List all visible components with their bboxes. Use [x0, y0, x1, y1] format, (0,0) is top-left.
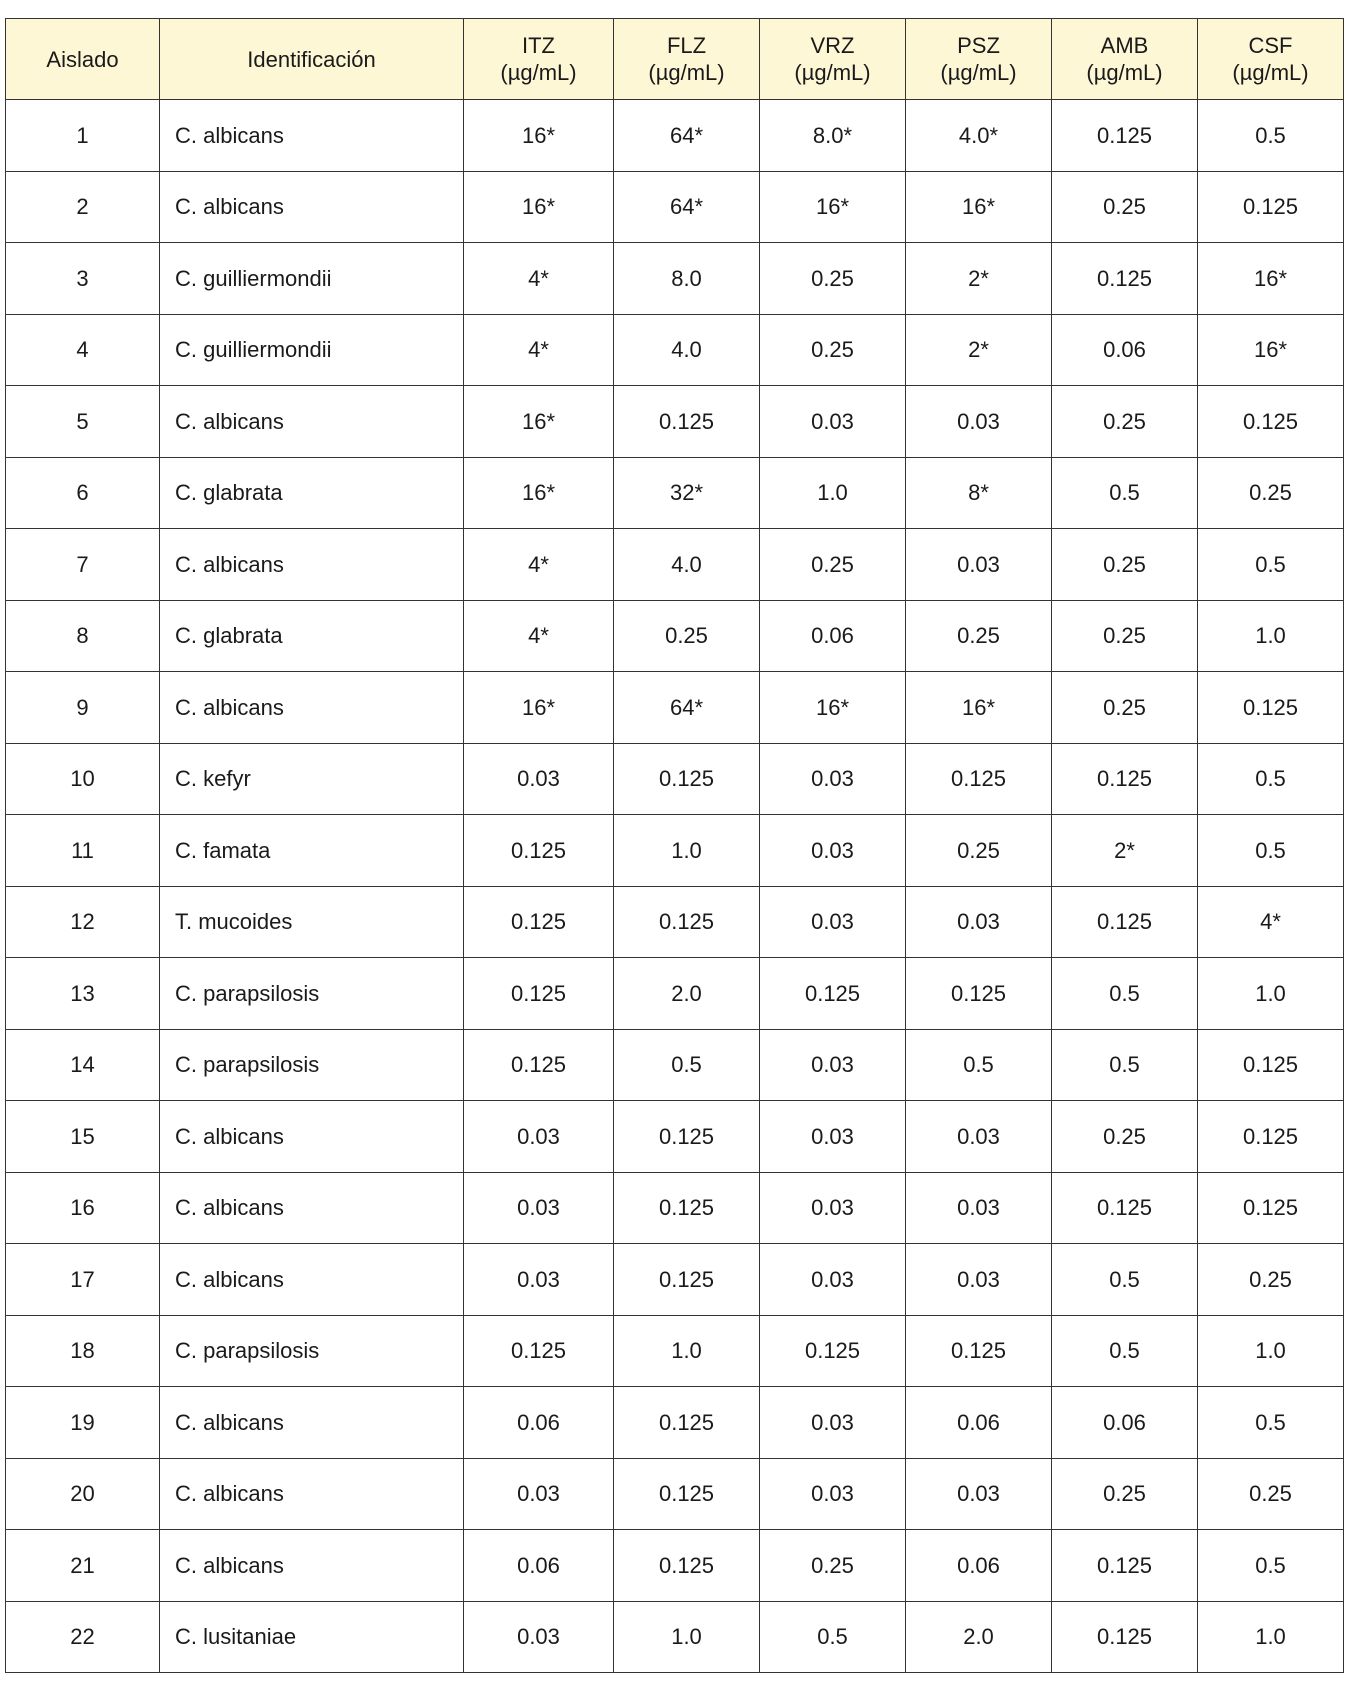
mic-value-cell: 0.03: [464, 1601, 614, 1673]
mic-value-cell: 16*: [906, 672, 1052, 744]
mic-value-cell: 0.5: [1198, 1387, 1344, 1459]
isolate-number-cell: 8: [6, 600, 160, 672]
table-row: [6, 815, 1344, 887]
mic-value-cell: 0.25: [760, 1530, 906, 1602]
column-header: [464, 19, 614, 100]
mic-value-cell: 0.25: [1052, 1458, 1198, 1530]
isolate-number-cell: 21: [6, 1530, 160, 1602]
mic-value-cell: 0.125: [614, 1101, 760, 1173]
mic-value-cell: 0.5: [1198, 100, 1344, 172]
isolate-number-cell: 11: [6, 815, 160, 887]
isolate-number-cell: 20: [6, 1458, 160, 1530]
mic-value-cell: 0.125: [1052, 886, 1198, 958]
mic-value-cell: 0.25: [1052, 171, 1198, 243]
mic-value-cell: 16*: [464, 457, 614, 529]
mic-value-cell: 0.125: [906, 958, 1052, 1030]
isolate-number-cell: 14: [6, 1029, 160, 1101]
mic-value-cell: 4*: [464, 529, 614, 601]
mic-value-cell: 0.125: [614, 1387, 760, 1459]
mic-value-cell: 1.0: [760, 457, 906, 529]
mic-value-cell: 0.5: [1198, 815, 1344, 887]
mic-value-cell: 1.0: [1198, 1601, 1344, 1673]
mic-value-cell: 1.0: [1198, 958, 1344, 1030]
identification-cell: T. mucoides: [160, 886, 464, 958]
table-row: [6, 100, 1344, 172]
mic-value-cell: 1.0: [614, 1601, 760, 1673]
table-row: [6, 457, 1344, 529]
mic-value-cell: 0.125: [614, 886, 760, 958]
mic-value-cell: 1.0: [614, 815, 760, 887]
mic-value-cell: 0.25: [906, 815, 1052, 887]
column-header-label: Identificación: [247, 46, 376, 72]
identification-cell: C. kefyr: [160, 743, 464, 815]
mic-value-cell: 0.125: [1198, 1029, 1344, 1101]
identification-cell: C. albicans: [160, 1244, 464, 1316]
column-header: [760, 19, 906, 100]
mic-value-cell: 0.125: [1198, 1101, 1344, 1173]
isolate-number-cell: 6: [6, 457, 160, 529]
identification-cell: C. guilliermondii: [160, 243, 464, 315]
table-row: [6, 1530, 1344, 1602]
mic-value-cell: 16*: [906, 171, 1052, 243]
isolate-number-cell: 7: [6, 529, 160, 601]
isolate-number-cell: 9: [6, 672, 160, 744]
column-header: [614, 19, 760, 100]
isolate-number-cell: 13: [6, 958, 160, 1030]
table-row: [6, 529, 1344, 601]
identification-cell: C. lusitaniae: [160, 1601, 464, 1673]
column-header: [1198, 19, 1344, 100]
mic-value-cell: 0.5: [906, 1029, 1052, 1101]
table-row: [6, 958, 1344, 1030]
susceptibility-table-container: [5, 18, 1344, 1673]
mic-value-cell: 2.0: [614, 958, 760, 1030]
mic-value-cell: 0.03: [906, 1244, 1052, 1316]
table-row: [6, 600, 1344, 672]
identification-cell: C. albicans: [160, 1172, 464, 1244]
column-header-label: AMB: [1100, 33, 1149, 58]
mic-value-cell: 2*: [906, 314, 1052, 386]
mic-value-cell: 2*: [906, 243, 1052, 315]
mic-value-cell: 16*: [1198, 243, 1344, 315]
mic-value-cell: 0.5: [1198, 1530, 1344, 1602]
column-header-label: FLZ: [666, 33, 707, 58]
mic-value-cell: 0.125: [760, 958, 906, 1030]
mic-value-cell: 4*: [464, 314, 614, 386]
mic-value-cell: 0.5: [1052, 1315, 1198, 1387]
mic-value-cell: 0.03: [760, 815, 906, 887]
table-header-row: [6, 19, 1344, 100]
mic-value-cell: 0.25: [1198, 1458, 1344, 1530]
mic-value-cell: 4*: [1198, 886, 1344, 958]
column-header-unit: (µg/mL): [500, 60, 577, 85]
table-row: [6, 1601, 1344, 1673]
mic-value-cell: 4.0: [614, 529, 760, 601]
mic-value-cell: 0.06: [760, 600, 906, 672]
isolate-number-cell: 5: [6, 386, 160, 458]
column-header-unit: (µg/mL): [940, 60, 1017, 85]
mic-value-cell: 0.125: [1052, 1601, 1198, 1673]
mic-value-cell: 0.125: [464, 886, 614, 958]
mic-value-cell: 64*: [614, 672, 760, 744]
identification-cell: C. albicans: [160, 529, 464, 601]
mic-value-cell: 0.125: [1052, 243, 1198, 315]
table-row: [6, 743, 1344, 815]
identification-cell: C. glabrata: [160, 600, 464, 672]
mic-value-cell: 0.06: [906, 1387, 1052, 1459]
mic-value-cell: 0.5: [760, 1601, 906, 1673]
table-row: [6, 672, 1344, 744]
column-header-label: PSZ: [957, 33, 1000, 58]
mic-value-cell: 4*: [464, 600, 614, 672]
mic-value-cell: 0.5: [1052, 457, 1198, 529]
mic-value-cell: 0.03: [760, 743, 906, 815]
mic-value-cell: 0.03: [906, 529, 1052, 601]
mic-value-cell: 0.125: [1198, 171, 1344, 243]
column-header: [160, 19, 464, 100]
isolate-number-cell: 16: [6, 1172, 160, 1244]
mic-value-cell: 64*: [614, 171, 760, 243]
mic-value-cell: 0.125: [614, 1172, 760, 1244]
mic-value-cell: 4.0: [614, 314, 760, 386]
mic-value-cell: 0.125: [1052, 743, 1198, 815]
mic-value-cell: 1.0: [1198, 600, 1344, 672]
mic-value-cell: 0.06: [906, 1530, 1052, 1602]
isolate-number-cell: 12: [6, 886, 160, 958]
identification-cell: C. albicans: [160, 1530, 464, 1602]
table-row: [6, 1101, 1344, 1173]
mic-value-cell: 0.125: [760, 1315, 906, 1387]
mic-value-cell: 0.03: [760, 1244, 906, 1316]
mic-value-cell: 0.25: [760, 314, 906, 386]
mic-value-cell: 4.0*: [906, 100, 1052, 172]
isolate-number-cell: 10: [6, 743, 160, 815]
table-row: [6, 314, 1344, 386]
mic-value-cell: 2.0: [906, 1601, 1052, 1673]
mic-value-cell: 16*: [760, 672, 906, 744]
identification-cell: C. albicans: [160, 1387, 464, 1459]
mic-value-cell: 0.125: [1198, 672, 1344, 744]
mic-value-cell: 0.5: [1052, 958, 1198, 1030]
mic-value-cell: 0.5: [1198, 743, 1344, 815]
mic-value-cell: 8.0: [614, 243, 760, 315]
mic-value-cell: 16*: [760, 171, 906, 243]
mic-value-cell: 0.06: [1052, 314, 1198, 386]
isolate-number-cell: 19: [6, 1387, 160, 1459]
mic-value-cell: 8*: [906, 457, 1052, 529]
mic-value-cell: 0.125: [464, 958, 614, 1030]
mic-value-cell: 4*: [464, 243, 614, 315]
mic-value-cell: 0.125: [1198, 1172, 1344, 1244]
column-header: [6, 19, 160, 100]
mic-value-cell: 0.25: [1052, 529, 1198, 601]
mic-value-cell: 0.125: [906, 743, 1052, 815]
isolate-number-cell: 15: [6, 1101, 160, 1173]
mic-value-cell: 0.25: [1198, 457, 1344, 529]
mic-value-cell: 0.125: [614, 1530, 760, 1602]
mic-value-cell: 16*: [464, 171, 614, 243]
mic-value-cell: 0.03: [760, 1029, 906, 1101]
mic-value-cell: 16*: [464, 386, 614, 458]
mic-value-cell: 1.0: [614, 1315, 760, 1387]
mic-value-cell: 8.0*: [760, 100, 906, 172]
mic-value-cell: 0.06: [464, 1387, 614, 1459]
mic-value-cell: 64*: [614, 100, 760, 172]
mic-value-cell: 0.25: [760, 243, 906, 315]
mic-value-cell: 2*: [1052, 815, 1198, 887]
mic-value-cell: 0.03: [906, 386, 1052, 458]
column-header-label: VRZ: [810, 33, 855, 58]
table-row: [6, 243, 1344, 315]
mic-value-cell: 0.125: [614, 1458, 760, 1530]
mic-value-cell: 0.5: [1198, 529, 1344, 601]
mic-value-cell: 0.5: [614, 1029, 760, 1101]
identification-cell: C. parapsilosis: [160, 1315, 464, 1387]
mic-value-cell: 0.125: [1052, 1172, 1198, 1244]
mic-value-cell: 0.25: [614, 600, 760, 672]
table-row: [6, 1458, 1344, 1530]
mic-value-cell: 0.03: [464, 1101, 614, 1173]
identification-cell: C. albicans: [160, 100, 464, 172]
mic-value-cell: 0.25: [1198, 1244, 1344, 1316]
isolate-number-cell: 1: [6, 100, 160, 172]
column-header-unit: (µg/mL): [1232, 60, 1309, 85]
mic-value-cell: 0.03: [760, 1101, 906, 1173]
isolate-number-cell: 22: [6, 1601, 160, 1673]
mic-value-cell: 0.03: [464, 1458, 614, 1530]
column-header-unit: (µg/mL): [1086, 60, 1163, 85]
identification-cell: C. glabrata: [160, 457, 464, 529]
identification-cell: C. guilliermondii: [160, 314, 464, 386]
mic-value-cell: 0.25: [1052, 600, 1198, 672]
mic-value-cell: 0.03: [760, 1172, 906, 1244]
mic-value-cell: 16*: [464, 100, 614, 172]
mic-value-cell: 0.03: [906, 1458, 1052, 1530]
mic-value-cell: 0.125: [464, 1315, 614, 1387]
table-row: [6, 386, 1344, 458]
table-row: [6, 1244, 1344, 1316]
susceptibility-table: [5, 18, 1344, 1673]
mic-value-cell: 1.0: [1198, 1315, 1344, 1387]
column-header: [906, 19, 1052, 100]
isolate-number-cell: 4: [6, 314, 160, 386]
mic-value-cell: 0.03: [760, 386, 906, 458]
mic-value-cell: 0.06: [1052, 1387, 1198, 1459]
identification-cell: C. albicans: [160, 386, 464, 458]
table-row: [6, 1387, 1344, 1459]
column-header-label: Aislado: [46, 46, 119, 72]
mic-value-cell: 0.125: [614, 386, 760, 458]
mic-value-cell: 0.25: [1052, 386, 1198, 458]
table-row: [6, 1029, 1344, 1101]
mic-value-cell: 0.125: [1198, 386, 1344, 458]
mic-value-cell: 0.25: [906, 600, 1052, 672]
mic-value-cell: 0.25: [760, 529, 906, 601]
mic-value-cell: 0.125: [464, 815, 614, 887]
isolate-number-cell: 18: [6, 1315, 160, 1387]
table-row: [6, 886, 1344, 958]
column-header-unit: (µg/mL): [794, 60, 871, 85]
mic-value-cell: 0.125: [614, 1244, 760, 1316]
table-row: [6, 171, 1344, 243]
isolate-number-cell: 2: [6, 171, 160, 243]
mic-value-cell: 0.03: [464, 1244, 614, 1316]
mic-value-cell: 0.03: [906, 1101, 1052, 1173]
mic-value-cell: 0.03: [464, 743, 614, 815]
mic-value-cell: 0.5: [1052, 1029, 1198, 1101]
mic-value-cell: 0.03: [464, 1172, 614, 1244]
column-header-label: CSF: [1248, 33, 1293, 58]
column-header-unit: (µg/mL): [648, 60, 725, 85]
mic-value-cell: 0.03: [760, 1458, 906, 1530]
mic-value-cell: 0.125: [464, 1029, 614, 1101]
table-body: [6, 100, 1344, 1673]
mic-value-cell: 0.5: [1052, 1244, 1198, 1316]
mic-value-cell: 0.03: [760, 1387, 906, 1459]
mic-value-cell: 16*: [1198, 314, 1344, 386]
mic-value-cell: 16*: [464, 672, 614, 744]
table-row: [6, 1315, 1344, 1387]
identification-cell: C. parapsilosis: [160, 1029, 464, 1101]
column-header: [1052, 19, 1198, 100]
identification-cell: C. albicans: [160, 1458, 464, 1530]
isolate-number-cell: 3: [6, 243, 160, 315]
mic-value-cell: 0.06: [464, 1530, 614, 1602]
column-header-label: ITZ: [522, 33, 555, 58]
mic-value-cell: 0.03: [906, 886, 1052, 958]
mic-value-cell: 32*: [614, 457, 760, 529]
mic-value-cell: 0.03: [760, 886, 906, 958]
mic-value-cell: 0.125: [1052, 1530, 1198, 1602]
identification-cell: C. albicans: [160, 672, 464, 744]
mic-value-cell: 0.25: [1052, 1101, 1198, 1173]
mic-value-cell: 0.03: [906, 1172, 1052, 1244]
mic-value-cell: 0.125: [614, 743, 760, 815]
isolate-number-cell: 17: [6, 1244, 160, 1316]
identification-cell: C. parapsilosis: [160, 958, 464, 1030]
mic-value-cell: 0.125: [1052, 100, 1198, 172]
mic-value-cell: 0.125: [906, 1315, 1052, 1387]
identification-cell: C. albicans: [160, 1101, 464, 1173]
identification-cell: C. albicans: [160, 171, 464, 243]
mic-value-cell: 0.25: [1052, 672, 1198, 744]
identification-cell: C. famata: [160, 815, 464, 887]
table-row: [6, 1172, 1344, 1244]
